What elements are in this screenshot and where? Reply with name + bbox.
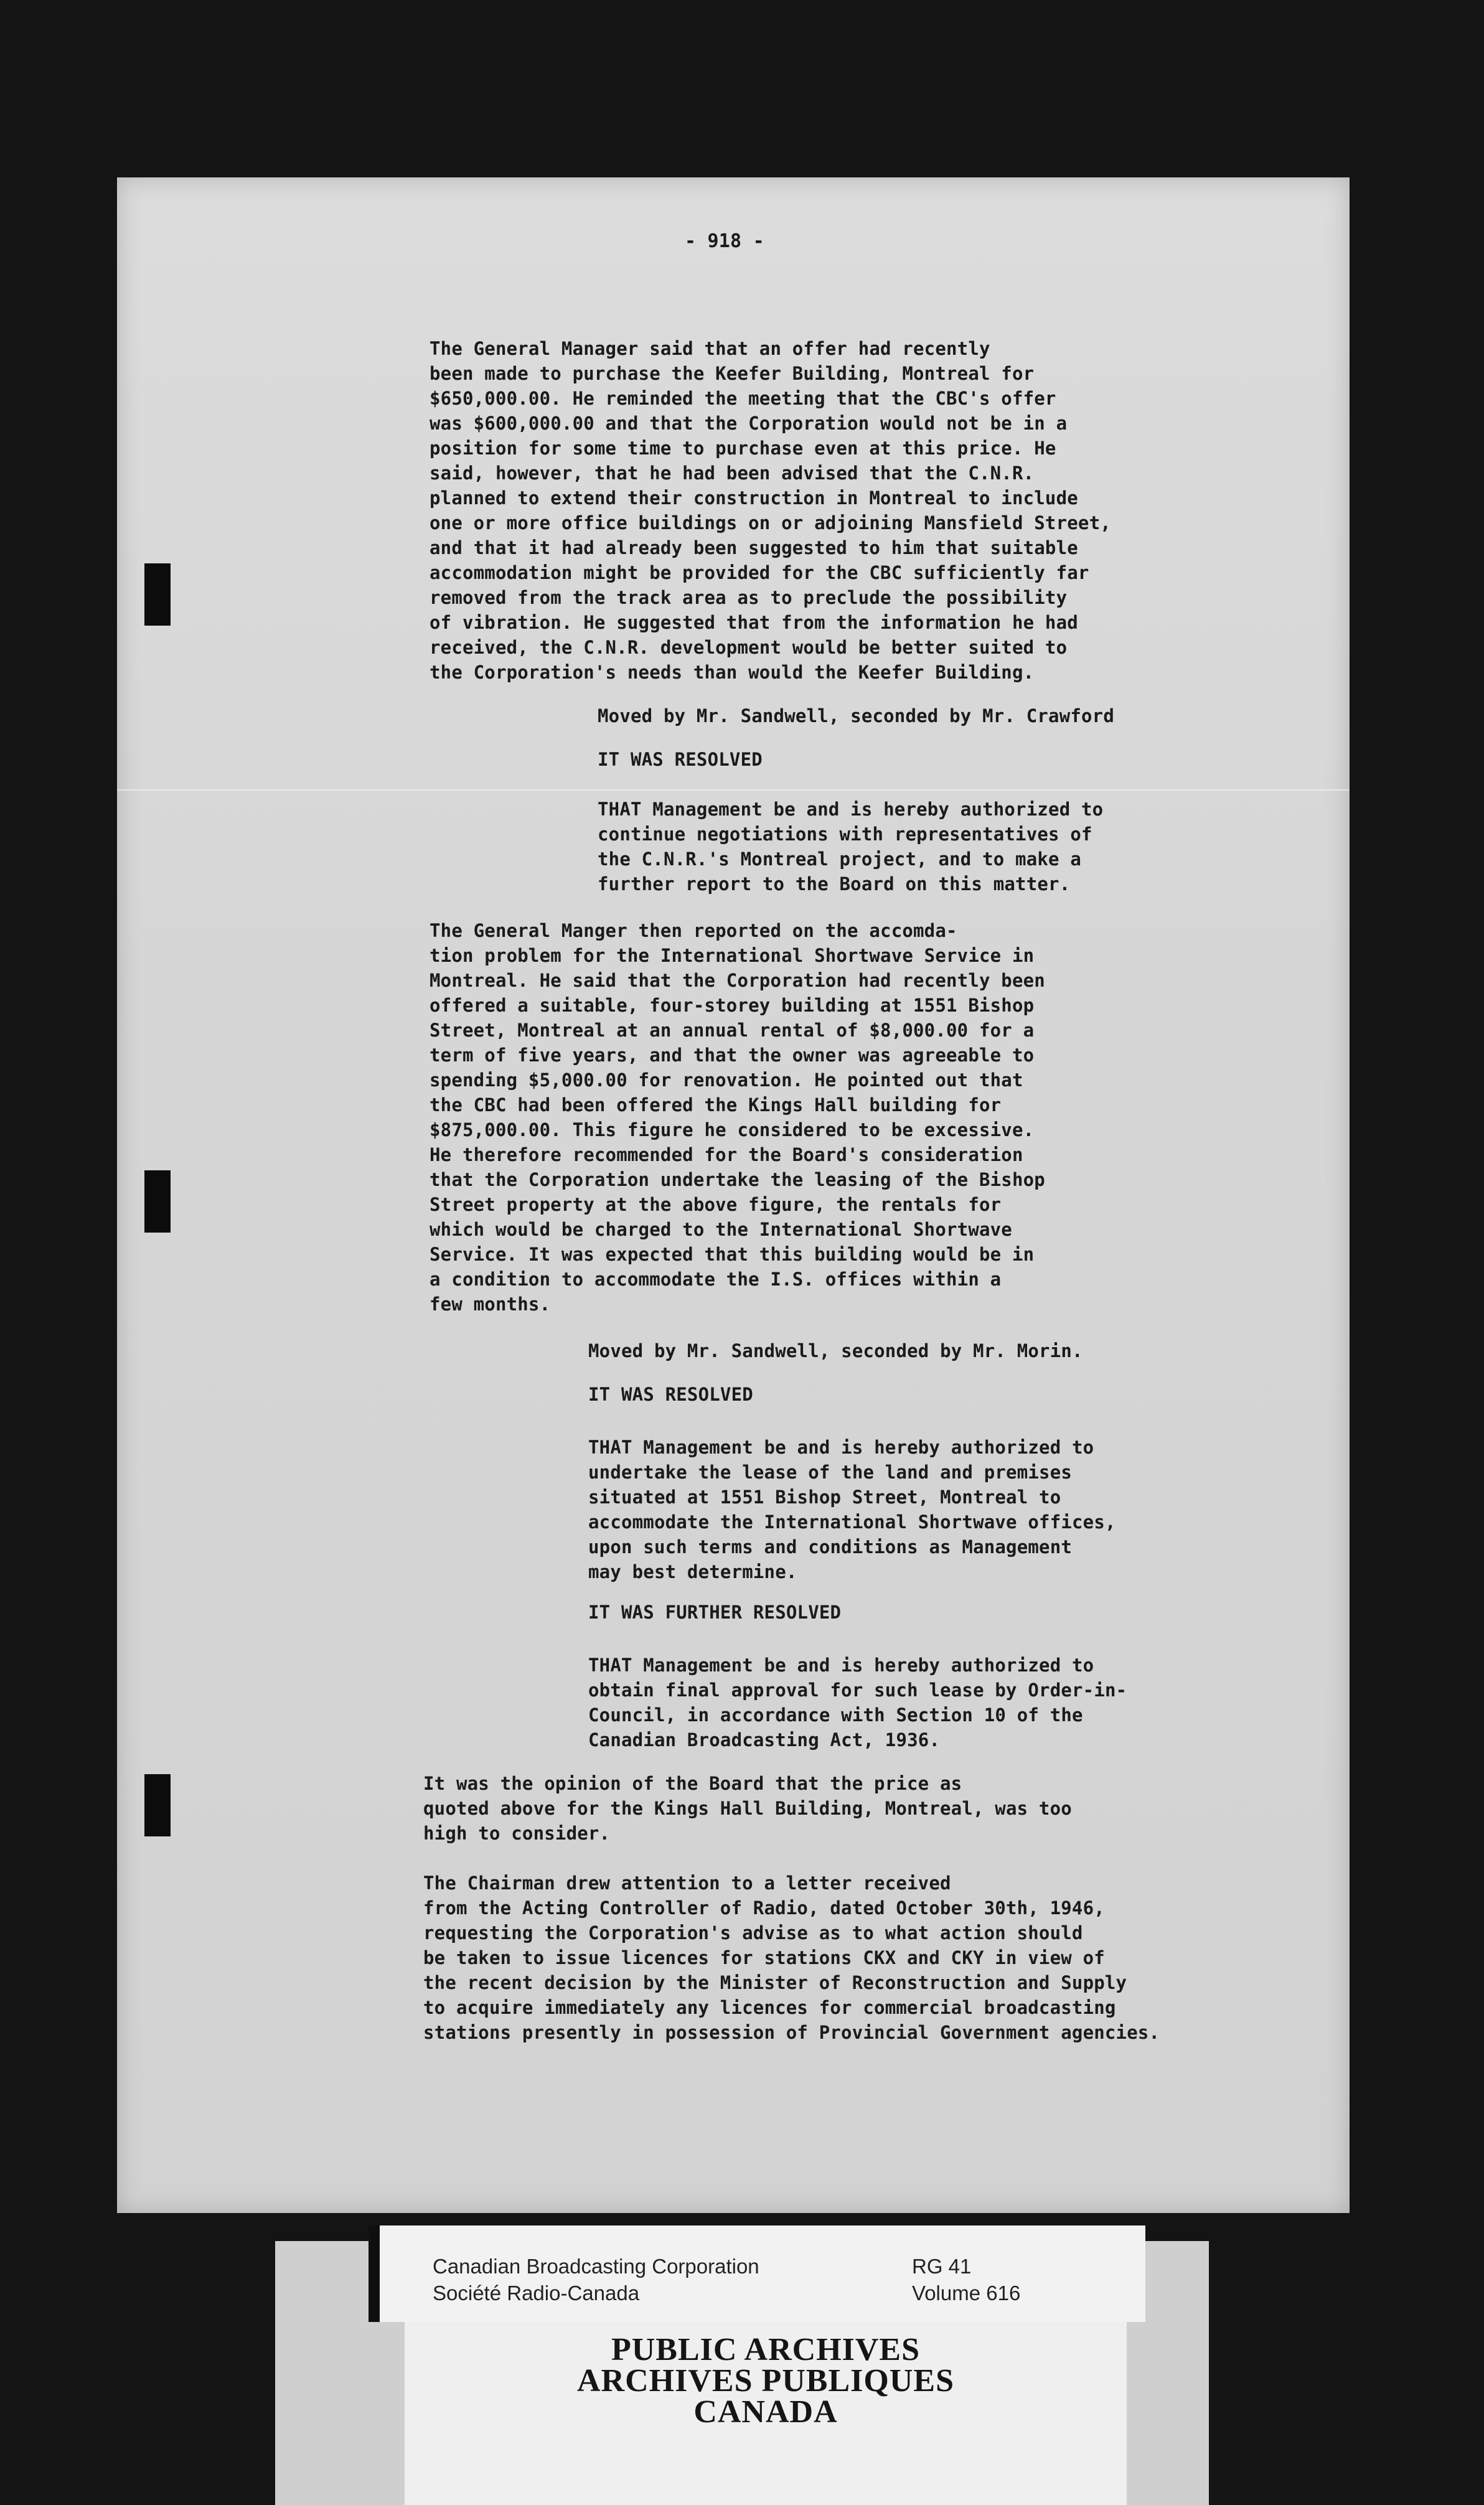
stamp-line-1: PUBLIC ARCHIVES xyxy=(611,2332,921,2367)
text-line: a condition to accommodate the I.S. offices within a xyxy=(430,1269,1002,1290)
text-line: requesting the Corporation's advise as to what action should xyxy=(423,1922,1083,1943)
page-fold-line xyxy=(117,789,1350,791)
text-line: further report to the Board on this matter. xyxy=(598,873,1071,895)
text-line: removed from the track area as to preclude the possibility xyxy=(430,587,1068,608)
text-line: planned to extend their construction in Montreal to include xyxy=(430,487,1078,509)
text-line: The General Manager said that an offer had recently xyxy=(430,338,990,359)
text-line: and that it had already been suggested to him that suitable xyxy=(430,537,1078,558)
label-edge xyxy=(369,2225,380,2322)
binder-hole xyxy=(144,1170,171,1233)
resolution-text-1 xyxy=(598,797,1103,896)
text-line: situated at 1551 Bishop Street, Montreal to xyxy=(588,1487,1061,1508)
volume-number: Volume 616 xyxy=(912,2282,1021,2305)
stamp-line-3: CANADA xyxy=(693,2394,838,2430)
text-line: been made to purchase the Keefer Building, Montreal for xyxy=(430,363,1035,384)
record-group: RG 41 xyxy=(912,2255,972,2278)
org-name-french: Société Radio-Canada xyxy=(433,2282,640,2305)
binder-hole xyxy=(144,563,171,626)
text-line: THAT Management be and is hereby authorized to xyxy=(598,799,1104,820)
text-line: $875,000.00. This figure he considered to be excessive. xyxy=(430,1119,1035,1140)
motion-line-1 xyxy=(598,703,1114,728)
text-line: upon such terms and conditions as Management xyxy=(588,1536,1073,1558)
text-line: continue negotiations with representatives of xyxy=(598,824,1092,845)
text-line: $650,000.00. He reminded the meeting that the CBC's offer xyxy=(430,388,1056,409)
text-line: the recent decision by the Minister of Reconstruction and Supply xyxy=(423,1972,1127,1993)
text-line: obtain final approval for such lease by Order-in- xyxy=(588,1680,1127,1701)
text-line: offered a suitable, four-storey building at 1551 Bishop xyxy=(430,995,1035,1016)
paragraph-controller-letter xyxy=(423,1871,1160,2045)
resolution-heading-1 xyxy=(598,747,763,772)
text-line: that the Corporation undertake the leasing of the Bishop xyxy=(430,1169,1045,1190)
resolution-text-2 xyxy=(588,1435,1116,1584)
resolution-heading-3 xyxy=(588,1600,841,1625)
text-line: stations presently in possession of Provincial Government agencies. xyxy=(423,2022,1160,2043)
text-line: which would be charged to the International Shortwave xyxy=(430,1219,1012,1240)
text-line: The Chairman drew attention to a letter received xyxy=(423,1873,951,1894)
text-line: The General Manger then reported on the accomda- xyxy=(430,920,957,941)
resolution-text-3 xyxy=(588,1653,1127,1752)
paragraph-keefer-building xyxy=(430,336,1111,685)
paragraph-kings-hall-opinion xyxy=(423,1771,1072,1846)
text-line: received, the C.N.R. development would be better suited to xyxy=(430,637,1068,658)
motion-line-2 xyxy=(588,1338,1083,1363)
text-line: Montreal. He said that the Corporation had recently been xyxy=(430,970,1045,991)
text-line: was $600,000.00 and that the Corporation would not be in a xyxy=(430,413,1068,434)
text-line: be taken to issue licences for stations CKX and CKY in view of xyxy=(423,1947,1105,1968)
text-line: undertake the lease of the land and premises xyxy=(588,1462,1073,1483)
text-line: Moved by Mr. Sandwell, seconded by Mr. Morin. xyxy=(588,1340,1083,1361)
text-line: IT WAS FURTHER RESOLVED xyxy=(588,1602,842,1623)
resolution-heading-2 xyxy=(588,1382,753,1407)
text-line: from the Acting Controller of Radio, dated October 30th, 1946, xyxy=(423,1897,1105,1919)
text-line: few months. xyxy=(430,1294,551,1315)
text-line: accommodation might be provided for the CBC sufficiently far xyxy=(430,562,1089,583)
text-line: He therefore recommended for the Board's consideration xyxy=(430,1144,1023,1165)
text-line: said, however, that he had been advised that the C.N.R. xyxy=(430,463,1035,484)
text-line: to acquire immediately any licences for commercial broadcasting xyxy=(423,1997,1116,2018)
paragraph-shortwave-service xyxy=(430,918,1045,1317)
public-archives-stamp xyxy=(405,2334,1127,2428)
org-name-english: Canadian Broadcasting Corporation xyxy=(433,2255,759,2278)
text-line: high to consider. xyxy=(423,1823,611,1844)
text-line: Street, Montreal at an annual rental of $8,000.00 for a xyxy=(430,1020,1035,1041)
binder-hole xyxy=(144,1774,171,1836)
text-line: may best determine. xyxy=(588,1561,797,1582)
text-line: the CBC had been offered the Kings Hall building for xyxy=(430,1094,1002,1116)
text-line: position for some time to purchase even at this price. He xyxy=(430,438,1056,459)
text-line: the Corporation's needs than would the Keefer Building. xyxy=(430,662,1035,683)
text-line: THAT Management be and is hereby authorized to xyxy=(588,1655,1094,1676)
text-line: term of five years, and that the owner was agreeable to xyxy=(430,1045,1035,1066)
text-line: IT WAS RESOLVED xyxy=(598,749,763,770)
text-line: It was the opinion of the Board that the price as xyxy=(423,1773,962,1794)
text-line: the C.N.R.'s Montreal project, and to make a xyxy=(598,848,1082,870)
text-line: Service. It was expected that this building would be in xyxy=(430,1244,1035,1265)
text-line: Moved by Mr. Sandwell, seconded by Mr. Crawford xyxy=(598,705,1114,726)
text-line: THAT Management be and is hereby authorized to xyxy=(588,1437,1094,1458)
text-line: Canadian Broadcasting Act, 1936. xyxy=(588,1729,941,1751)
stamp-line-2: ARCHIVES PUBLIQUES xyxy=(576,2363,955,2399)
text-line: accommodate the International Shortwave offices, xyxy=(588,1511,1116,1533)
text-line: Street property at the above figure, the rentals for xyxy=(430,1194,1002,1215)
text-line: of vibration. He suggested that from the information he had xyxy=(430,612,1078,633)
text-line: Council, in accordance with Section 10 of the xyxy=(588,1704,1083,1726)
text-line: quoted above for the Kings Hall Building, Montreal, was too xyxy=(423,1798,1072,1819)
text-line: IT WAS RESOLVED xyxy=(588,1384,753,1405)
text-line: spending $5,000.00 for renovation. He pointed out that xyxy=(430,1069,1023,1091)
page-number: - 918 - xyxy=(685,230,764,252)
text-line: one or more office buildings on or adjoining Mansfield Street, xyxy=(430,512,1111,533)
text-line: tion problem for the International Shortwave Service in xyxy=(430,945,1035,966)
